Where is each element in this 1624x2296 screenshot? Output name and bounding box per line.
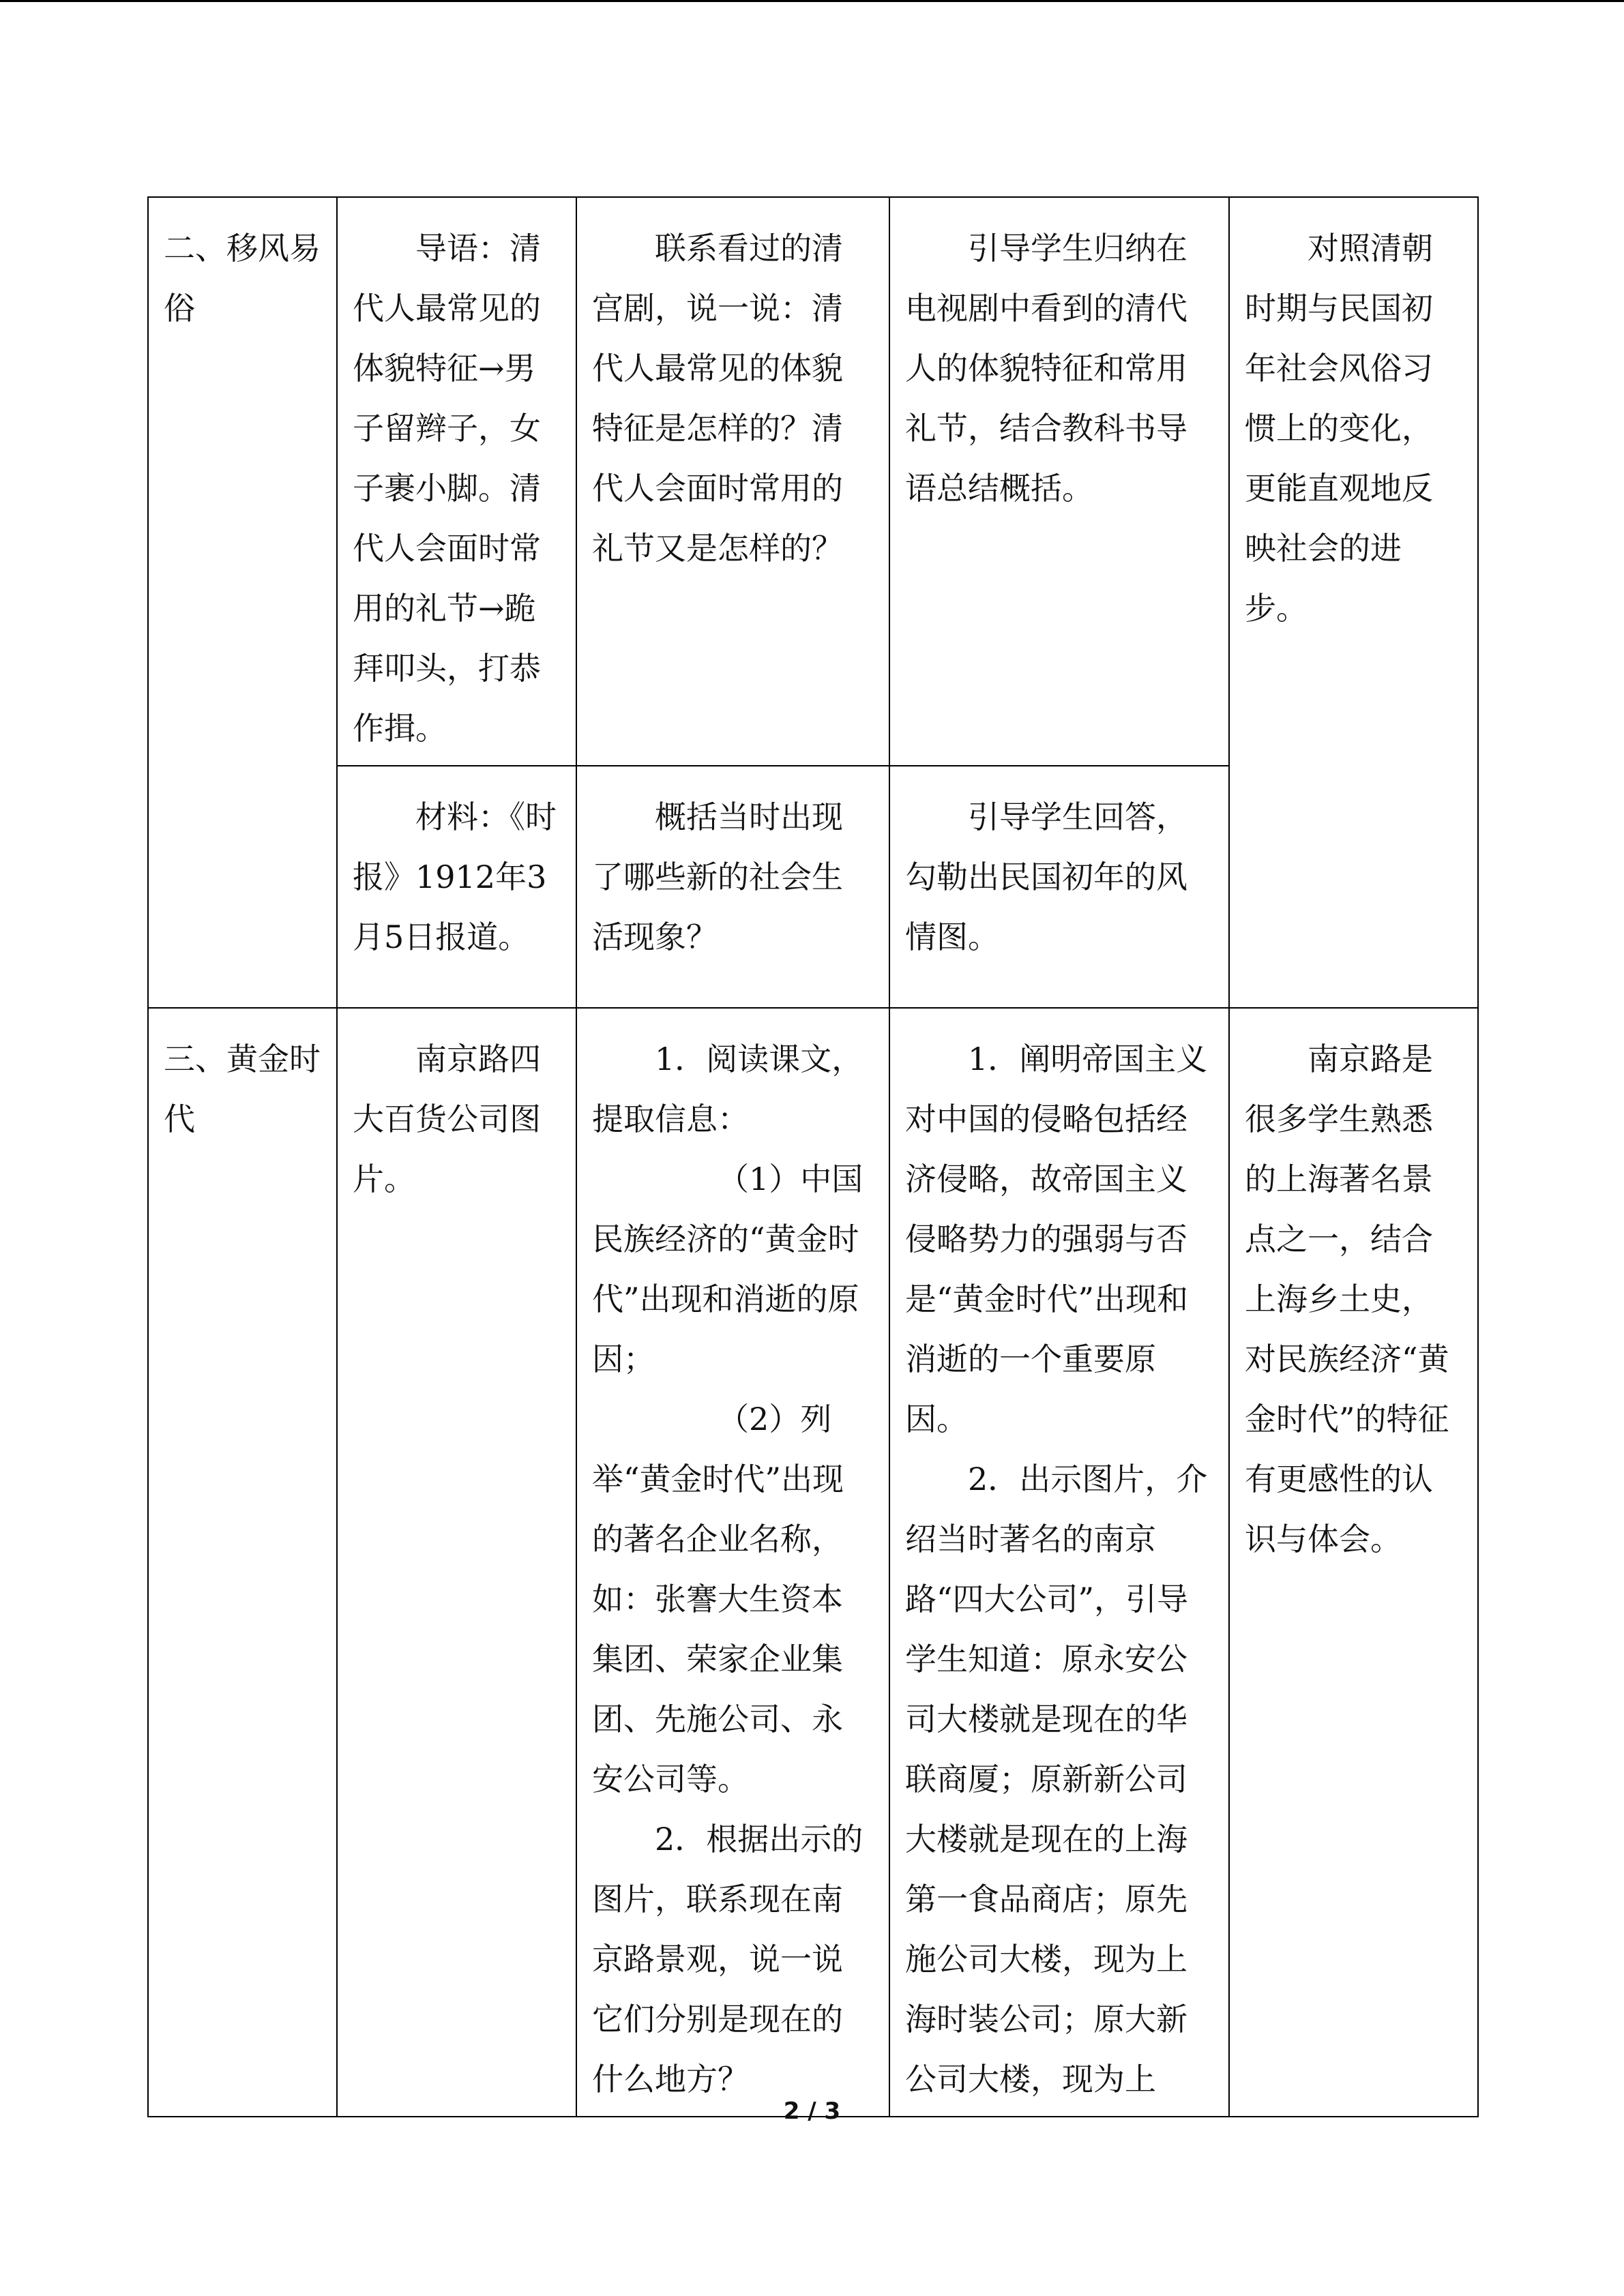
section-cell-customs: 二、移风易俗: [148, 197, 337, 1008]
design-intent-cell: 对照清朝时期与民国初年社会风俗习惯上的变化，更能直观地反映社会的进步。: [1229, 197, 1478, 1008]
table-row: [148, 197, 1478, 766]
student-activity-cell: 概括当时出现了哪些新的社会生活现象？: [576, 766, 889, 1008]
top-border-line: [0, 0, 1624, 2]
design-intent-cell: 南京路是很多学生熟悉的上海著名景点之一，结合上海乡土史，对民族经济“黄金时代”的特征有更感性的认识与体会。: [1229, 1008, 1478, 2117]
teacher-activity-cell: 引导学生回答，勾勒出民国初年的风情图。: [889, 766, 1229, 1008]
student-step-1-sub-2: （2）列举“黄金时代”出现的著名企业名称，如：张謇大生资本集团、荣家企业集团、先施公司、永安公司等。: [592, 1401, 844, 1798]
student-activity-cell: 联系看过的清宫剧，说一说：清代人最常见的体貌特征是怎样的？清代人会面时常用的礼节又是怎样的？: [576, 197, 889, 766]
material-cell: 材料：《时报》1912年3月5日报道。: [337, 766, 576, 1008]
teacher-activity-cell: 引导学生归纳在电视剧中看到的清代人的体貌特征和常用礼节，结合教科书导语总结概括。: [889, 197, 1229, 766]
material-cell: 南京路四大百货公司图片。: [337, 1008, 576, 2117]
student-step-2: 2．根据出示的图片，联系现在南京路景观，说一说它们分别是现在的什么地方？: [592, 1821, 863, 2098]
student-activity-cell: [576, 1008, 889, 2117]
lesson-plan-table: [147, 196, 1479, 2117]
table-row: [148, 1008, 1478, 2117]
student-step-1: 1．阅读课文，提取信息：: [592, 1041, 863, 1137]
teacher-activity-cell: [889, 1008, 1229, 2117]
student-step-1-sub-1: （1）中国民族经济的“黄金时代”出现和消逝的原因；: [592, 1161, 863, 1377]
teacher-step-1: 1．阐明帝国主义对中国的侵略包括经济侵略，故帝国主义侵略势力的强弱与否是“黄金时代”出现和消逝的一个重要原因。: [905, 1041, 1208, 1437]
section-cell-golden-age: 三、黄金时代: [148, 1008, 337, 2117]
material-cell: 导语：清代人最常见的体貌特征→男子留辫子，女子裹小脚。清代人会面时常用的礼节→跪拜叩头，打恭作揖。: [337, 197, 576, 766]
page-number: 2 / 3: [783, 2098, 841, 2125]
teacher-step-2: 2．出示图片，介绍当时著名的南京路“四大公司”，引导学生知道：原永安公司大楼就是现在的华联商厦；原新新公司大楼就是现在的上海第一食品商店；原先施公司大楼，现为上海时装公司；原大新公司大楼，现为上: [905, 1461, 1208, 2098]
